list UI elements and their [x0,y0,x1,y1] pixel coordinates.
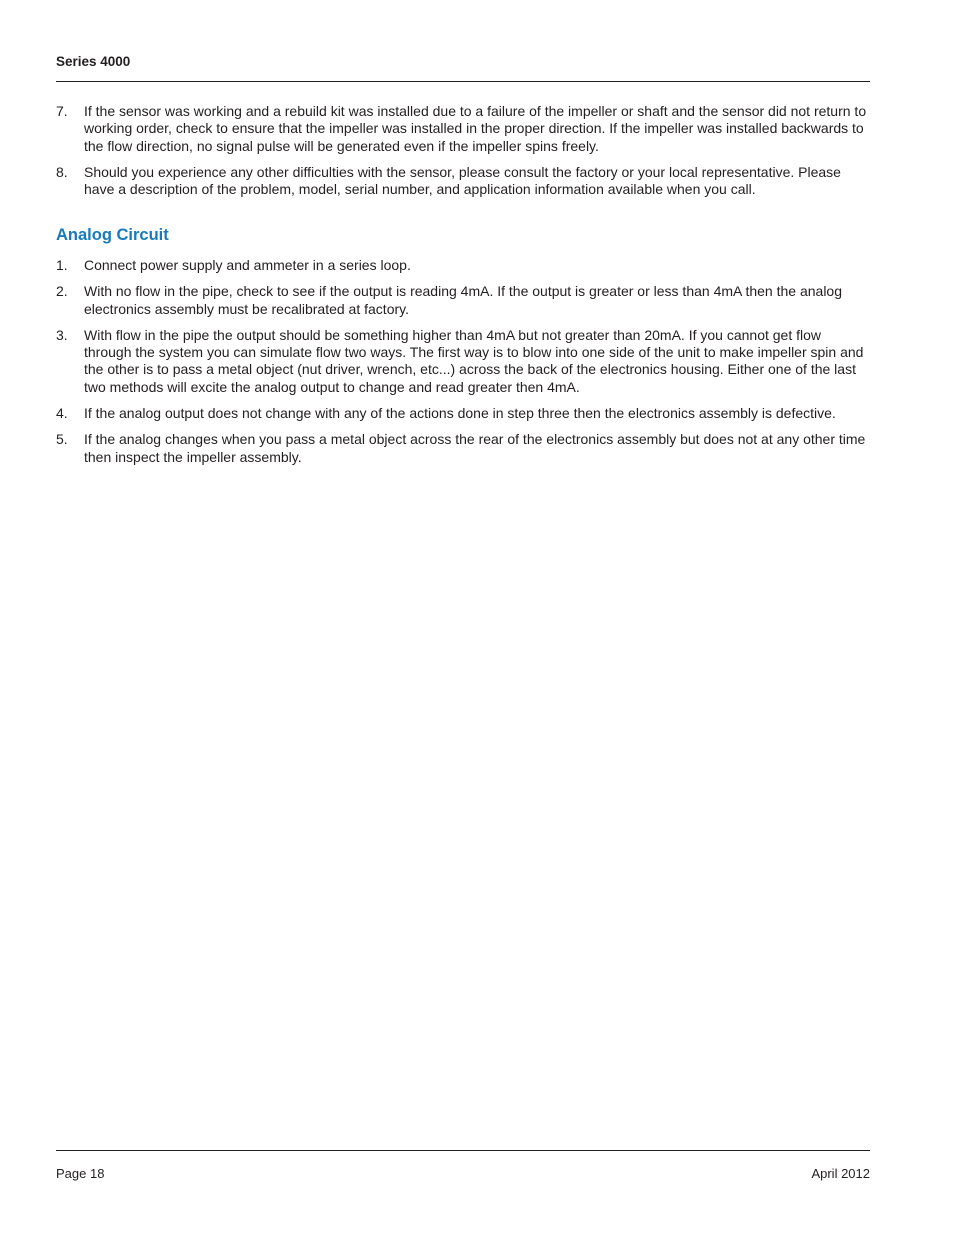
page-header-title: Series 4000 [56,54,131,69]
step-text: Should you experience any other difficulties with the sensor, please consult the factory or your local representative. Please have a description of the problem, model, serial number, and application information available when you call. [84,163,841,198]
step-number: 2. [56,283,68,300]
step-number: 7. [56,103,68,119]
page-number: Page 18 [56,1166,105,1181]
header-divider [56,81,870,82]
step-number: 3. [56,326,68,343]
analog-circuit-heading: Analog Circuit [56,226,169,244]
publication-date: April 2012 [811,1166,870,1181]
list-item [56,257,870,274]
list-item [56,164,870,199]
list-item [56,103,870,155]
step-text: Connect power supply and ammeter in a series loop. [84,257,411,273]
step-number: 1. [56,257,68,273]
list-item [56,405,870,422]
list-item [56,327,870,396]
step-text: With no flow in the pipe, check to see if the output is reading 4mA. If the output is greater or less than 4mA then the analog electronics assembly must be recalibrated at factory. [84,283,843,317]
step-text: If the sensor was working and a rebuild kit was installed due to a failure of the impeller or shaft and the sensor did not return to working order, check to ensure that the impeller was installed in the proper direction. If the impeller was installed backwards to the flow direction, no signal pulse will be generated even if the impeller spins freely. [84,103,867,154]
list-item [56,431,870,466]
list-item [56,283,870,318]
step-number: 4. [56,405,68,422]
step-number: 5. [56,431,68,448]
analog-steps-list [56,257,870,466]
step-text: With flow in the pipe the output should be something higher than 4mA but not greater than 20mA. If you cannot get flow through the system you can simulate flow two ways. The first way is to blow into one side of the unit to make impeller spin and the other is to pass a metal object (nut driver, wrench, etc...) across the back of the electronics housing. Either one of the last two methods will excite the analog output to change and read greater then 4mA. [84,326,864,395]
step-number: 8. [56,163,68,180]
step-text: If the analog output does not change with any of the actions done in step three then the electronics assembly is defective. [84,405,836,422]
footer-divider [56,1150,870,1151]
continued-steps-list [56,103,870,198]
step-text: If the analog changes when you pass a metal object across the rear of the electronics assembly but does not at any other time then inspect the impeller assembly. [84,431,866,465]
